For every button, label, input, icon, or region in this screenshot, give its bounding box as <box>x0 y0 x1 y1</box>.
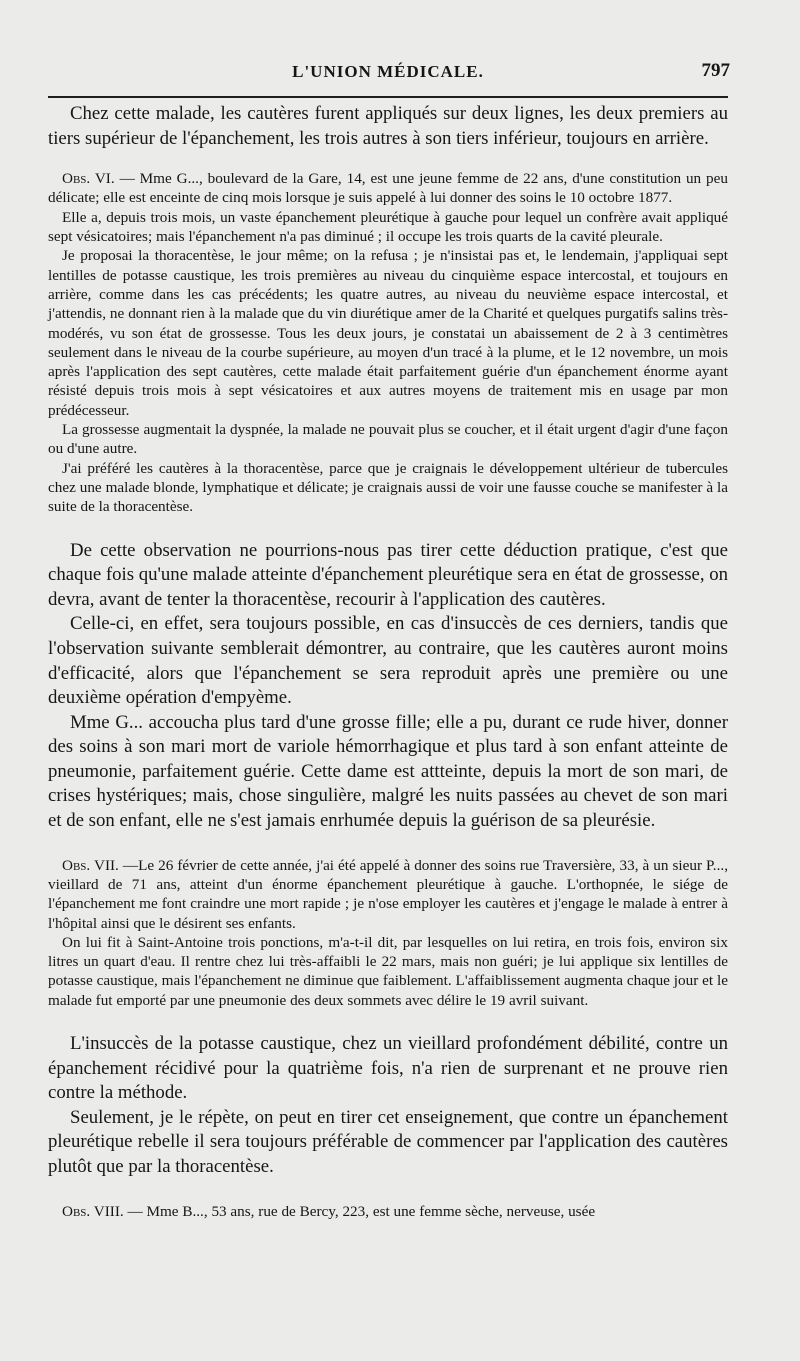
observation-7-label: Obs. VII. <box>62 856 119 874</box>
page-number: 797 <box>701 60 730 81</box>
paragraph-grossesse-dyspnee: La grossesse augmentait la dyspnée, la malade ne pouvait plus se coucher, et il était urgent d'agir d'une façon ou d'une autre. <box>48 421 728 458</box>
observation-8-label: Obs. VIII. <box>62 1202 124 1220</box>
observation-6-label: Obs. VI. <box>62 170 115 188</box>
header-rule <box>48 96 728 98</box>
observation-6 <box>48 169 728 208</box>
running-title: L'UNION MÉDICALE. <box>292 62 484 81</box>
observation-6-text: — Mme G..., boulevard de la Gare, 14, est une jeune femme de 22 ans, d'une constitution un peu délicate; elle est enceinte de cinq mois lorsque je suis appelé à lui donner des soins le 10 octobre 1877. <box>48 170 728 207</box>
observation-8-text: — Mme B..., 53 ans, rue de Bercy, 223, est une femme sèche, nerveuse, usée <box>123 1202 596 1220</box>
paragraph-cauteres-lignes: Chez cette malade, les cautères furent appliqués sur deux lignes, les deux premiers au tiers supérieur de l'épanchement, les trois autres à son tiers inférieur, toujours en arrière. <box>48 103 728 149</box>
paragraph-cauteres-preferes: J'ai préféré les cautères à la thoracentèse, parce que je craignais le développement ultérieur de tubercules chez une malade blonde, lymphatique et délicate; je craignais aussi de voir une fausse couche se manifester à la suite de la thoracentèse. <box>48 459 728 516</box>
observation-7 <box>48 856 728 933</box>
paragraph-epanchement: Elle a, depuis trois mois, un vaste épanchement pleurétique à gauche pour lequel un confrère avait appliqué sept vésicatoires; mais l'épanchement n'a pas diminué ; il occupe les trois quarts de la cavité pleurale. <box>48 208 728 246</box>
paragraph-saint-antoine: On lui fit à Saint-Antoine trois ponctions, m'a-t-il dit, par lesquelles on lui retira, en trois fois, environ six litres un quart d'eau. Il rentre chez lui très-affaibli le 22 mars, mais non guéri; je lui applique six lentilles de potasse caustique, mais l'épanchement ne diminue que faiblement. L'affaiblissement augmenta chaque jour et le malade fut emporté par une pneumonie des deux sommets avec délire le 19 avril suivant. <box>48 933 728 1009</box>
paragraph-celle-ci: Celle-ci, en effet, sera toujours possible, en cas d'insuccès de ces derniers, tandis que l'observation suivante semblerait démontrer, au contraire, que les cautères auront moins d'efficacité, alors que l'épanchement se sera reproduit après une première ou une deuxième opération d'empyème. <box>48 613 728 709</box>
paragraph-mme-g-accoucha: Mme G... accoucha plus tard d'une grosse fille; elle a pu, durant ce rude hiver, donner des soins à son mari mort de variole hémorrhagique et plus tard à son enfant atteinte de pneumonie, parfaitement guérie. Cette dame est attteinte, depuis la mort de son mari, de crises hystériques; mais, chose singulière, malgré les nuits passées au chevet de son mari et de son enfant, elle ne s'est jamais enrhumée depuis la guérison de sa pleurésie. <box>48 711 728 832</box>
observation-8 <box>48 1202 728 1221</box>
page-header <box>48 58 728 92</box>
paragraph-deduction-pratique: De cette observation ne pourrions-nous pas tirer cette déduction pratique, c'est que chaque fois qu'une malade atteinte d'épanchement pleurétique sera en état de grossesse, on devra, avant de tenter la thoracentèse, recourir à l'application des cautères. <box>48 539 729 610</box>
paragraph-thoracentese-proposee: Je proposai la thoracentèse, le jour même; on la refusa ; je n'insistai pas et, le lendemain, j'appliquai sept lentilles de potasse caustique, les trois premières au niveau du cinquième espace intercostal, et toujours en arrière, comme dans les cas précédents; les quatre autres, au niveau du neuvième espace intercostal, et j'attendis, ne donnant rien à la malade que du vin diurétique amer de la Charité et quelques purgatifs salins très-modérés, vu son état de grossesse. Tous les deux jours, je constatai un abaissement de 2 à 3 centimètres seulement dans le niveau de la courbe supérieure, au moyen d'un tracé à la plume, et le 12 novembre, un mois après l'application des sept cautères, cette malade était parfaitement guérie d'un épanchement énorme ayant résisté depuis trois mois à sept vésicatoires et aux autres moyens de traitement mis en usage par mon prédécesseur. <box>48 247 728 419</box>
paragraph-seulement: Seulement, je le répète, on peut en tirer cet enseignement, que contre un épanchement pleurétique rebelle il sera toujours préférable de commencer par l'application des cautères plutôt que par la thoracentèse. <box>48 1106 728 1177</box>
observation-7-text: —Le 26 février de cette année, j'ai été appelé à donner des soins rue Traversière, 33, à un sieur P..., vieillard de 71 ans, atteint d'un énorme épanchement pleurétique à gauche. L'orthopnée, le siége de l'épanchement me font craindre une mort rapide ; je n'ose employer les cautères et j'engage le malade à entrer à l'hôpital ainsi que le désirent ses enfants. <box>48 856 728 932</box>
paragraph-insucces: L'insuccès de la potasse caustique, chez un vieillard profondément débilité, contre un épanchement récidivé pour la quatrième fois, n'a rien de surprenant et ne prouve rien contre la méthode. <box>48 1033 728 1104</box>
